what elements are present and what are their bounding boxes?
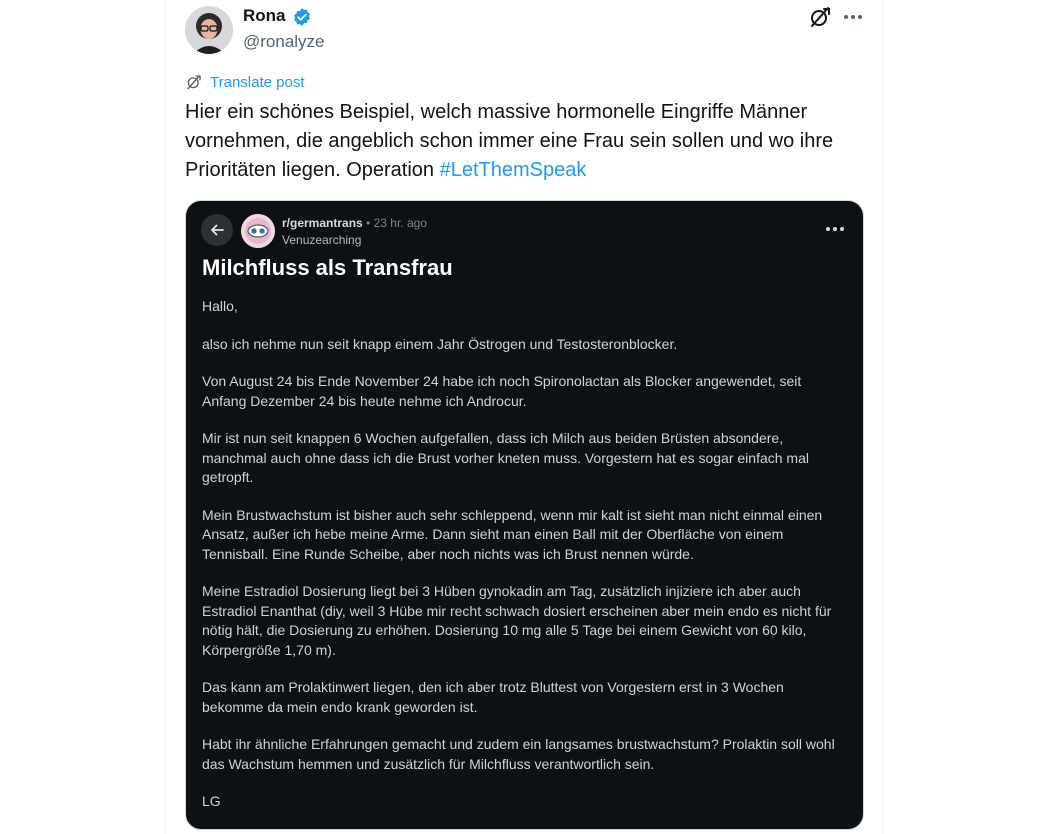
tweet-media-image[interactable] [185, 200, 864, 830]
translate-label: Translate post [210, 73, 305, 91]
post-paragraph: also ich nehme nun seit knapp einem Jahr Östrogen und Testosteronblocker. [202, 335, 678, 352]
post-paragraph: Hallo, [202, 298, 238, 314]
back-arrow-icon[interactable] [201, 214, 233, 246]
post-paragraph: Das kann am Prolaktinwert liegen, den ich aber trotz Bluttest von Vorgestern erst in 3 Wochen bekomme da mein endo krank geworden ist. [202, 679, 784, 715]
tweet-text-main: Hier ein schönes Beispiel, welch massive hormonelle Eingriffe Männer vornehmen, die angeblich schon immer eine Frau sein sollen und wo ihre Prioritäten liegen. Operation [185, 101, 834, 181]
translate-icon [185, 73, 203, 91]
post-paragraph: Mir ist nun seit knappen 6 Wochen aufgefallen, dass ich Milch aus beiden Brüsten absondere, manchmal auch ohne dass ich die Brust vorher kneten muss. Vorgestern hat es sogar einfach mal getropft. [202, 430, 809, 485]
post-paragraph: Habt ihr ähnliche Erfahrungen gemacht und zudem ein langsames brustwachstum? Prolaktin soll wohl das Wachstum hemmen und zusätzlich für Milchfluss verantwortlich sein. [202, 736, 835, 772]
post-username[interactable]: Venuzearching [282, 233, 362, 247]
hashtag-link[interactable]: #LetThemSpeak [439, 159, 587, 181]
author-handle[interactable]: @ronalyze [243, 32, 325, 51]
author-avatar[interactable] [185, 6, 233, 54]
post-paragraph: Meine Estradiol Dosierung liegt bei 3 Hüben gynokadin am Tag, zusätzlich injiziere ich aber auch Estradiol Enanthat (diy, weil 3 Hübe mir recht schwach dosiert erscheinen aber mein endo es nicht für nötig hält, die Dosierung zu erhöhen. Dosierung 10 mg alle 5 Tage bei einem Gewicht von 60 kilo, Körpergröße 1,70 m). [202, 583, 832, 658]
post-paragraph: LG [202, 793, 221, 809]
post-time: 23 hr. ago [373, 216, 427, 230]
subreddit-label[interactable]: r/germantrans [282, 216, 363, 230]
subreddit-name[interactable]: r/germantrans • 23 hr. ago [282, 216, 427, 230]
post-body [202, 297, 842, 830]
translate-post-link[interactable] [185, 73, 305, 91]
verified-badge-icon [292, 7, 312, 27]
tweet-text [185, 98, 875, 185]
grok-icon[interactable] [808, 5, 832, 29]
subreddit-avatar[interactable] [241, 214, 275, 248]
tweet-column [164, 0, 884, 834]
post-title: Milchfluss als Transfrau [202, 255, 453, 280]
post-paragraph: Mein Brustwachstum ist bisher auch sehr schleppend, wenn mir kalt ist sieht man nicht einmal einen Ansatz, außer ich hebe meine Arme. Dann sieht man einen Ball mit der Oberfläche von einem Tennisball. Eine Runde Scheibe, aber noch nichts was ich Brust nennen würde. [202, 506, 823, 562]
more-options-icon[interactable] [841, 5, 865, 29]
author-name[interactable]: Rona [243, 6, 286, 25]
post-more-options-icon[interactable] [826, 227, 844, 231]
post-paragraph: Von August 24 bis Ende November 24 habe ich noch Spironolactan als Blocker angewendet, seit Anfang Dezember 24 bis heute nehme ich Androcur. [202, 373, 802, 409]
